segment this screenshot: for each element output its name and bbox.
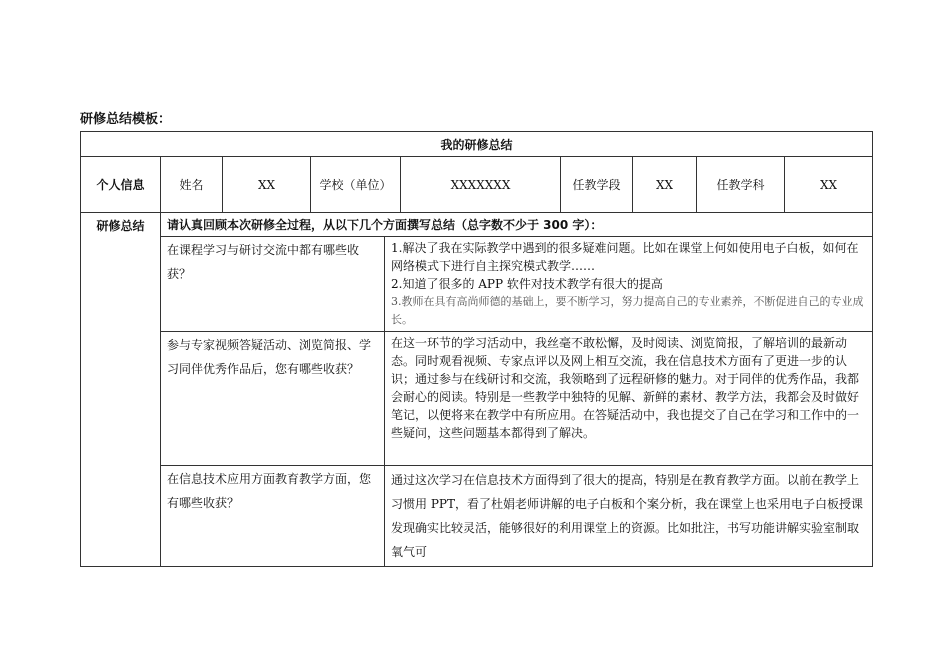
training-summary-table (80, 131, 873, 567)
subject-value: XX (785, 157, 873, 213)
summary-label: 研修总结 (81, 213, 161, 567)
school-label: 学校（单位） (311, 157, 401, 213)
answer-1-line-2: 2.知道了很多的 APP 软件对技术教学有很大的提高 (391, 277, 663, 291)
school-value: XXXXXXX (401, 157, 561, 213)
name-label: 姓名 (161, 157, 223, 213)
personal-info-label: 个人信息 (81, 157, 161, 213)
answer-1 (385, 237, 873, 332)
stage-value: XX (633, 157, 697, 213)
stage-label: 任教学段 (561, 157, 633, 213)
answer-2: 在这一环节的学习活动中，我丝毫不敢松懈，及时阅读、浏览简报，了解培训的最新动态。同时观看视频、专家点评以及网上相互交流，我在信息技术方面有了更进一步的认识；通过参与在线研讨和交流，我领略到了远程研修的魅力。对于同伴的优秀作品，我都会耐心的阅读。特别是一些教学中独特的见解、新鲜的素材、教学方法，我都会及时做好笔记，以便将来在教学中有所应用。在答疑活动中，我也提交了自己在学习和工作中的一些疑问，这些问题基本都得到了解决。 (385, 332, 873, 466)
question-1: 在课程学习与研讨交流中都有哪些收获？ (161, 237, 385, 332)
answer-1-line-1: 1.解决了我在实际教学中遇到的很多疑难问题。比如在课堂上何如使用电子白板，如何在网络模式下进行自主探究模式教学…… (391, 241, 859, 273)
answer-3: 通过这次学习在信息技术方面得到了很大的提高，特别是在教育教学方面。以前在教学上习惯用 PPT，看了杜娟老师讲解的电子白板和个案分析，我在课堂上也采用电子白板授课发现确实比较灵活，能够很好的利用课堂上的资源。比如批注，书写功能讲解实验室制取氧气可 (385, 466, 873, 567)
summary-instruction: 请认真回顾本次研修全过程，从以下几个方面撰写总结（总字数不少于 300 字）： (161, 213, 873, 237)
document-heading: 研修总结模板： (80, 112, 172, 127)
question-3: 在信息技术应用方面教育教学方面，您有哪些收获？ (161, 466, 385, 567)
subject-label: 任教学科 (697, 157, 785, 213)
name-value: XX (223, 157, 311, 213)
question-2: 参与专家视频答疑活动、浏览简报、学习同伴优秀作品后，您有哪些收获？ (161, 332, 385, 466)
answer-1-line-3: 3.教师在具有高尚师德的基础上，要不断学习，努力提高自己的专业素养，不断促进自己的专业成长。 (391, 295, 864, 326)
table-title: 我的研修总结 (81, 132, 873, 157)
